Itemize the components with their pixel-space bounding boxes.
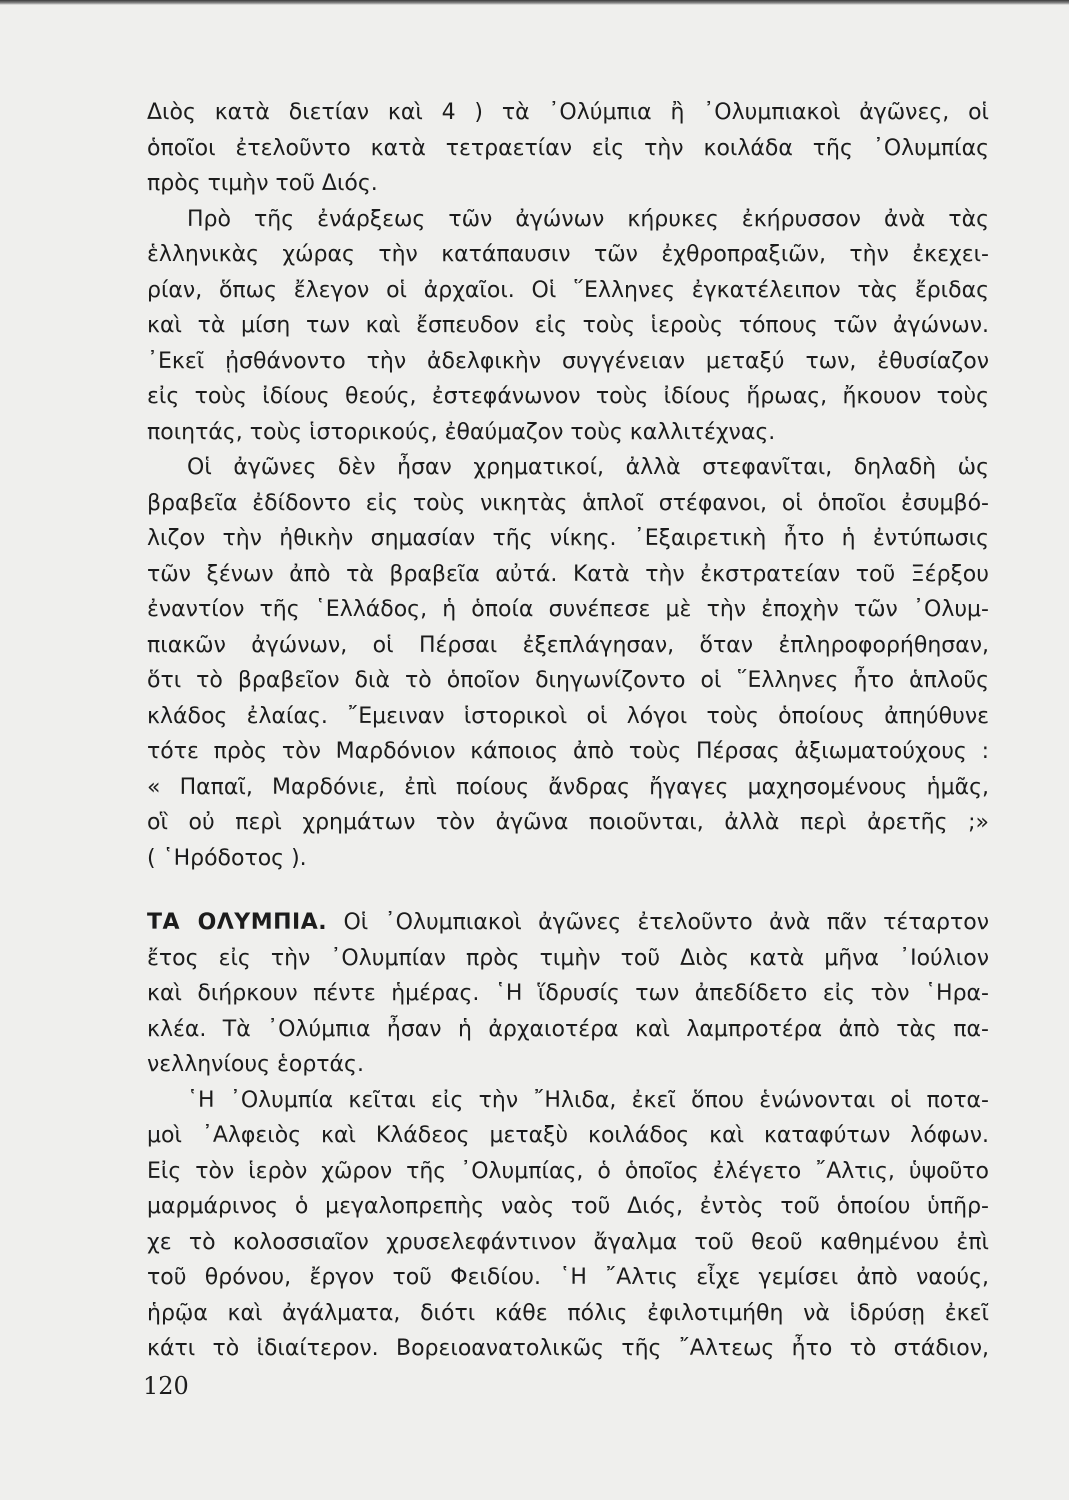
text-line — [147, 905, 989, 941]
text-line: Οἱ ἀγῶνες δὲν ἦσαν χρηματικοί, ἀλλὰ στεφανῖται, δηλαδὴ ὡς — [187, 455, 989, 480]
text-line: ποιητάς, τοὺς ἱστορικούς, ἐθαύμαζον τοὺς καλλιτέχνας. — [147, 419, 776, 445]
text-line: οἳ οὐ περὶ χρημάτων τὸν ἀγῶνα ποιοῦνται, ἀλλὰ περὶ ἀρετῆς ;» — [147, 810, 989, 835]
text-line: καὶ τὰ μίση των καὶ ἔσπευδον εἰς τοὺς ἱεροὺς τόπους τῶν ἀγώνων. — [147, 313, 989, 338]
text-line: ( ῾Ηρόδοτος ). — [147, 845, 307, 871]
text-line: λιζον τὴν ἠθικὴν σημασίαν τῆς νίκης. ᾽Εξαιρετικὴ ἦτο ἡ ἐντύπωσις — [147, 526, 989, 551]
text-line: νελληνίους ἑορτάς. — [147, 1052, 364, 1077]
text-line: ὁποῖοι ἐτελοῦντο κατὰ τετραετίαν εἰς τὴν κοιλάδα τῆς ᾽Ολυμπίας — [147, 135, 989, 161]
text-line: ᾽Εκεῖ ᾐσθάνοντο τὴν ἀδελφικὴν συγγένειαν μεταξύ των, ἐθυσίαζον — [147, 348, 989, 374]
text-line: κάτι τὸ ἰδιαίτερον. Βορειοανατολικῶς τῆς ῎Αλτεως ἦτο τὸ στάδιον, — [147, 1336, 989, 1361]
text-line: ἔτος εἰς τὴν ᾽Ολυμπίαν πρὸς τιμὴν τοῦ Διὸς κατὰ μῆνα ᾽Ιούλιον — [147, 945, 989, 971]
page-top-edge — [0, 0, 1069, 5]
text-line: ἐναντίον τῆς ῾Ελλάδος, ἡ ὁποία συνέπεσε μὲ τὴν ἐποχὴν τῶν ᾽Ολυμ- — [147, 597, 989, 622]
text-line: Διὸς κατὰ διετίαν καὶ 4 ) τὰ ᾽Ολύμπια ἢ ᾽Ολυμπιακοὶ ἀγῶνες, οἱ — [147, 100, 989, 125]
text-line: μοὶ ᾽Αλφειὸς καὶ Κλάδεος μεταξὺ κοιλάδος καὶ καταφύτων λόφων. — [147, 1123, 989, 1148]
text-line: ῾Η ᾽Ολυμπία κεῖται εἰς τὴν ῎Ηλιδα, ἐκεῖ ὅπου ἑνώνονται οἱ ποτα- — [187, 1087, 989, 1113]
text-line: Πρὸ τῆς ἐνάρξεως τῶν ἀγώνων κήρυκες ἐκήρυσσον ἀνὰ τὰς — [187, 206, 989, 232]
text-line: ὅτι τὸ βραβεῖον διὰ τὸ ὁποῖον διηγωνίζοντο οἱ ῞Ελληνες ἦτο ἁπλοῦς — [147, 668, 989, 693]
text-line: τῶν ξένων ἀπὸ τὰ βραβεῖα αὐτά. Κατὰ τὴν ἐκστρατείαν τοῦ Ξέρξου — [147, 561, 989, 587]
page-number: 120 — [143, 1372, 189, 1400]
text-line: καὶ διήρκουν πέντε ἡμέρας. ῾Η ἵδρυσίς των ἀπεδίδετο εἰς τὸν ῾Ηρα- — [147, 981, 989, 1006]
text-line: χε τὸ κολοσσιαῖον χρυσελεφάντινον ἄγαλμα τοῦ θεοῦ καθημένου ἐπὶ — [147, 1229, 989, 1255]
text-line: ρίαν, ὅπως ἔλεγον οἱ ἀρχαῖοι. Οἱ ῞Ελληνες ἐγκατέλειπον τὰς ἔριδας — [147, 277, 989, 303]
section-gap — [147, 876, 989, 905]
text-line: εἰς τοὺς ἰδίους θεούς, ἐστεφάνωνον τοὺς ἰδίους ἥρωας, ἤκουον τοὺς — [147, 384, 989, 409]
text-line: κλάδος ἐλαίας. ῎Εμειναν ἱστορικοὶ οἱ λόγοι τοὺς ὁποίους ἀπηύθυνε — [147, 703, 989, 729]
heading-line-text: Οἱ ᾽Ολυμπιακοὶ ἀγῶνες ἐτελοῦντο ἀνὰ πᾶν τέταρτον — [327, 910, 989, 935]
text-line: βραβεῖα ἐδίδοντο εἰς τοὺς νικητὰς ἁπλοῖ στέφανοι, οἱ ὁποῖοι ἐσυμβό- — [147, 490, 989, 516]
text-line: « Παπαῖ, Μαρδόνιε, ἐπὶ ποίους ἄνδρας ἤγαγες μαχησομένους ἡμᾶς, — [147, 774, 989, 800]
page-body — [147, 95, 989, 1367]
text-line: ἑλληνικὰς χώρας τὴν κατάπαυσιν τῶν ἐχθροπραξιῶν, τὴν ἐκεχει- — [147, 242, 989, 267]
text-line: τότε πρὸς τὸν Μαρδόνιον κάποιος ἀπὸ τοὺς Πέρσας ἀξιωματούχους : — [147, 739, 989, 764]
text-line: πιακῶν ἀγώνων, οἱ Πέρσαι ἐξεπλάγησαν, ὅταν ἐπληροφορήθησαν, — [147, 632, 989, 658]
text-line: μαρμάρινος ὁ μεγαλοπρεπὴς ναὸς τοῦ Διός, ἐντὸς τοῦ ὁποίου ὑπῆρ- — [147, 1194, 989, 1219]
text-line: ἡρῷα καὶ ἀγάλματα, διότι κάθε πόλις ἐφιλοτιμήθη νὰ ἱδρύσῃ ἐκεῖ — [147, 1300, 989, 1326]
text-line: κλέα. Τὰ ᾽Ολύμπια ἦσαν ἡ ἀρχαιοτέρα καὶ λαμπροτέρα ἀπὸ τὰς πα- — [147, 1016, 989, 1042]
text-line: Εἰς τὸν ἱερὸν χῶρον τῆς ᾽Ολυμπίας, ὁ ὁποῖος ἐλέγετο ῎Αλτις, ὑψοῦτο — [147, 1158, 989, 1184]
text-line: πρὸς τιμὴν τοῦ Διός. — [147, 171, 378, 196]
section-heading: ΤΑ ΟΛΥΜΠΙΑ. — [147, 910, 328, 935]
text-line: τοῦ θρόνου, ἔργον τοῦ Φειδίου. ῾Η ῎Αλτις εἶχε γεμίσει ἀπὸ ναούς, — [147, 1265, 989, 1290]
